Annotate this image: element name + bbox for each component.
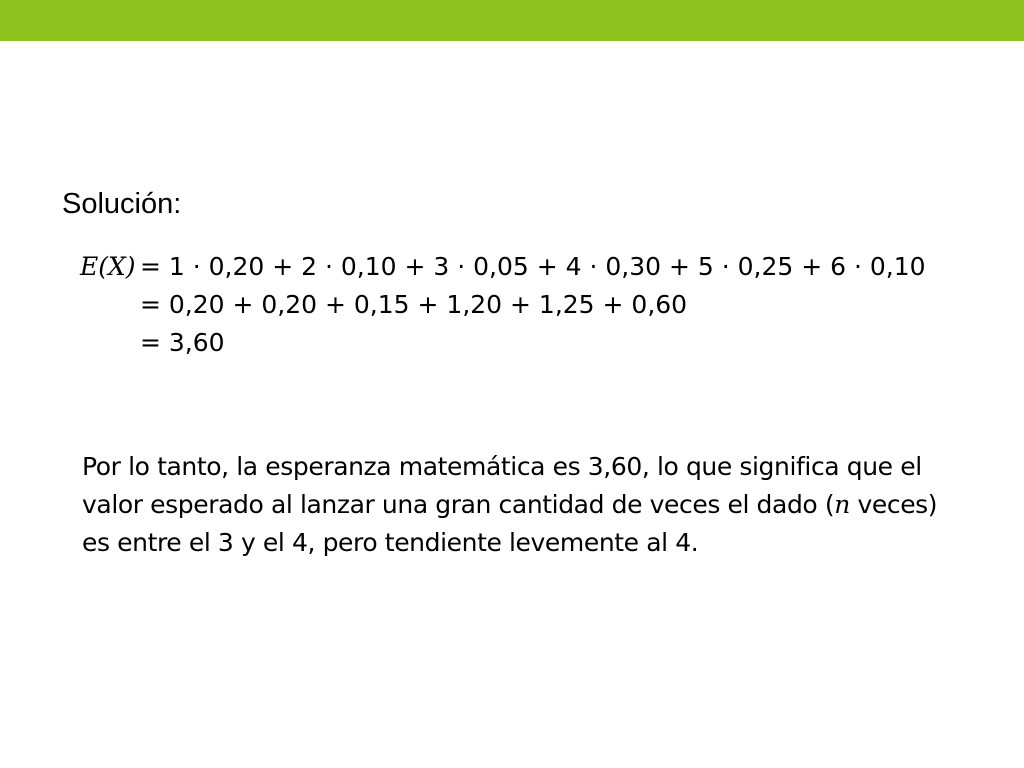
equation-row-3 bbox=[80, 324, 926, 362]
solution-heading: Solución: bbox=[62, 188, 182, 220]
equation-row-1 bbox=[80, 248, 926, 286]
conclusion-line-3: es entre el 3 y el 4, pero tendiente levemente al 4. bbox=[82, 528, 699, 557]
conclusion-line-2 bbox=[82, 486, 982, 524]
equation-rhs-1: = 1 · 0,20 + 2 · 0,10 + 3 · 0,05 + 4 · 0,30 + 5 · 0,25 + 6 · 0,10 bbox=[140, 252, 926, 281]
equation-lhs: E(X) bbox=[80, 252, 136, 281]
conclusion-line-2-start: valor esperado al lanzar una gran cantidad de veces el dado ( bbox=[82, 490, 835, 519]
equation-row-2 bbox=[80, 286, 926, 324]
equation-rhs-2: = 0,20 + 0,20 + 0,15 + 1,20 + 1,25 + 0,60 bbox=[140, 290, 688, 319]
conclusion-paragraph bbox=[82, 448, 982, 562]
top-accent-bar bbox=[0, 0, 1024, 41]
equation-rhs-3: = 3,60 bbox=[140, 328, 225, 357]
conclusion-line-2-end: veces) bbox=[849, 490, 938, 519]
conclusion-line-1: Por lo tanto, la esperanza matemática es 3,60, lo que significa que el bbox=[82, 452, 922, 481]
variable-n: n bbox=[834, 490, 850, 519]
expected-value-equation bbox=[80, 248, 926, 362]
